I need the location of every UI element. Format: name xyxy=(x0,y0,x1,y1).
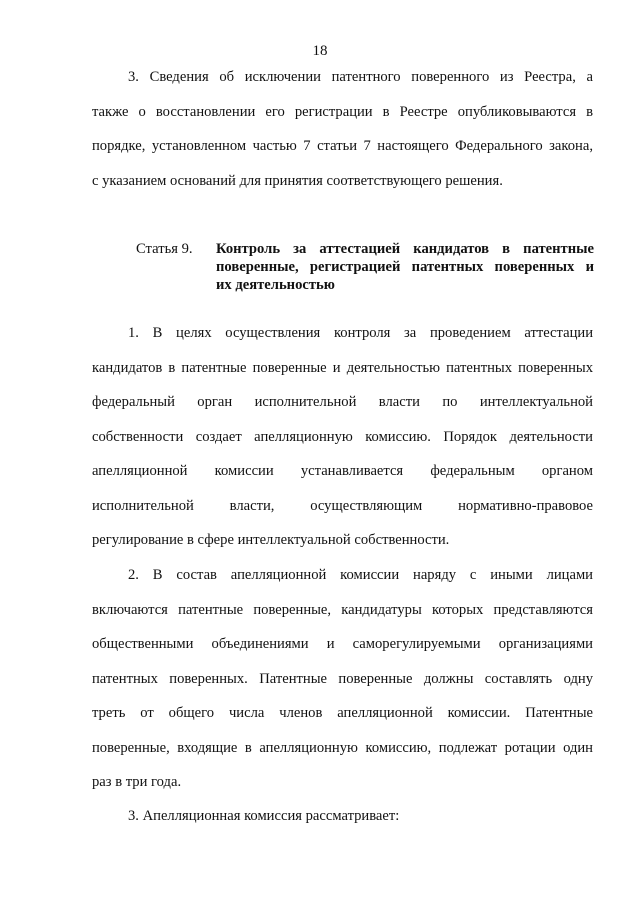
paragraph-line: исполнительной власти, осуществляющим нормативно-правовое xyxy=(92,497,593,514)
paragraph-line: с указанием оснований для принятия соответствующего решения. xyxy=(92,172,503,189)
paragraph-1 xyxy=(92,323,593,565)
paragraph-line: 1. В целях осуществления контроля за проведением аттестации xyxy=(128,325,593,341)
paragraph-3 xyxy=(92,806,593,841)
paragraph-line: федеральный орган исполнительной власти по интеллектуальной xyxy=(92,394,593,410)
paragraph-2 xyxy=(92,565,593,807)
paragraph-line: включаются патентные поверенные, кандидатуры которых представляются xyxy=(92,601,593,618)
article-title xyxy=(216,240,594,294)
paragraph-line: собственности создает апелляционную комиссию. Порядок деятельности xyxy=(92,428,593,445)
paragraph-line: также о восстановлении его регистрации в Реестре опубликовываются в xyxy=(92,103,593,120)
paragraph-line: апелляционной комиссии устанавливается федеральным органом xyxy=(92,463,593,479)
paragraph-line: раз в три года. xyxy=(92,774,182,790)
article-title-line: их деятельностью xyxy=(216,277,335,293)
page-number: 18 xyxy=(312,43,328,59)
paragraph-line: 2. В состав апелляционной комиссии наряду с иными лицами xyxy=(128,567,593,583)
paragraph-line: общественными объединениями и саморегулируемыми организациями xyxy=(92,636,593,652)
paragraph-line: регулирование в сфере интеллектуальной собственности. xyxy=(92,532,450,548)
paragraph-line: поверенные, входящие в апелляционную комиссию, подлежат ротации один xyxy=(92,739,593,756)
paragraph-line: 3. Апелляционная комиссия рассматривает: xyxy=(128,808,400,824)
section-top-paragraph xyxy=(92,67,593,205)
article-label: Статья 9. xyxy=(136,241,193,257)
paragraph-line: треть от общего числа членов апелляционной комиссии. Патентные xyxy=(92,705,593,721)
article-title-line: Контроль за аттестацией кандидатов в патентные xyxy=(216,241,594,257)
paragraph-line: патентных поверенных. Патентные поверенные должны составлять одну xyxy=(92,670,593,687)
paragraph-line: порядке, установленном частью 7 статьи 7 настоящего Федерального закона, xyxy=(92,138,593,154)
paragraph-line: кандидатов в патентные поверенные и деятельностью патентных поверенных xyxy=(92,359,593,376)
article-title-line: поверенные, регистрацией патентных поверенных и xyxy=(216,259,594,275)
paragraph-line: 3. Сведения об исключении патентного поверенного из Реестра, а xyxy=(128,69,593,85)
